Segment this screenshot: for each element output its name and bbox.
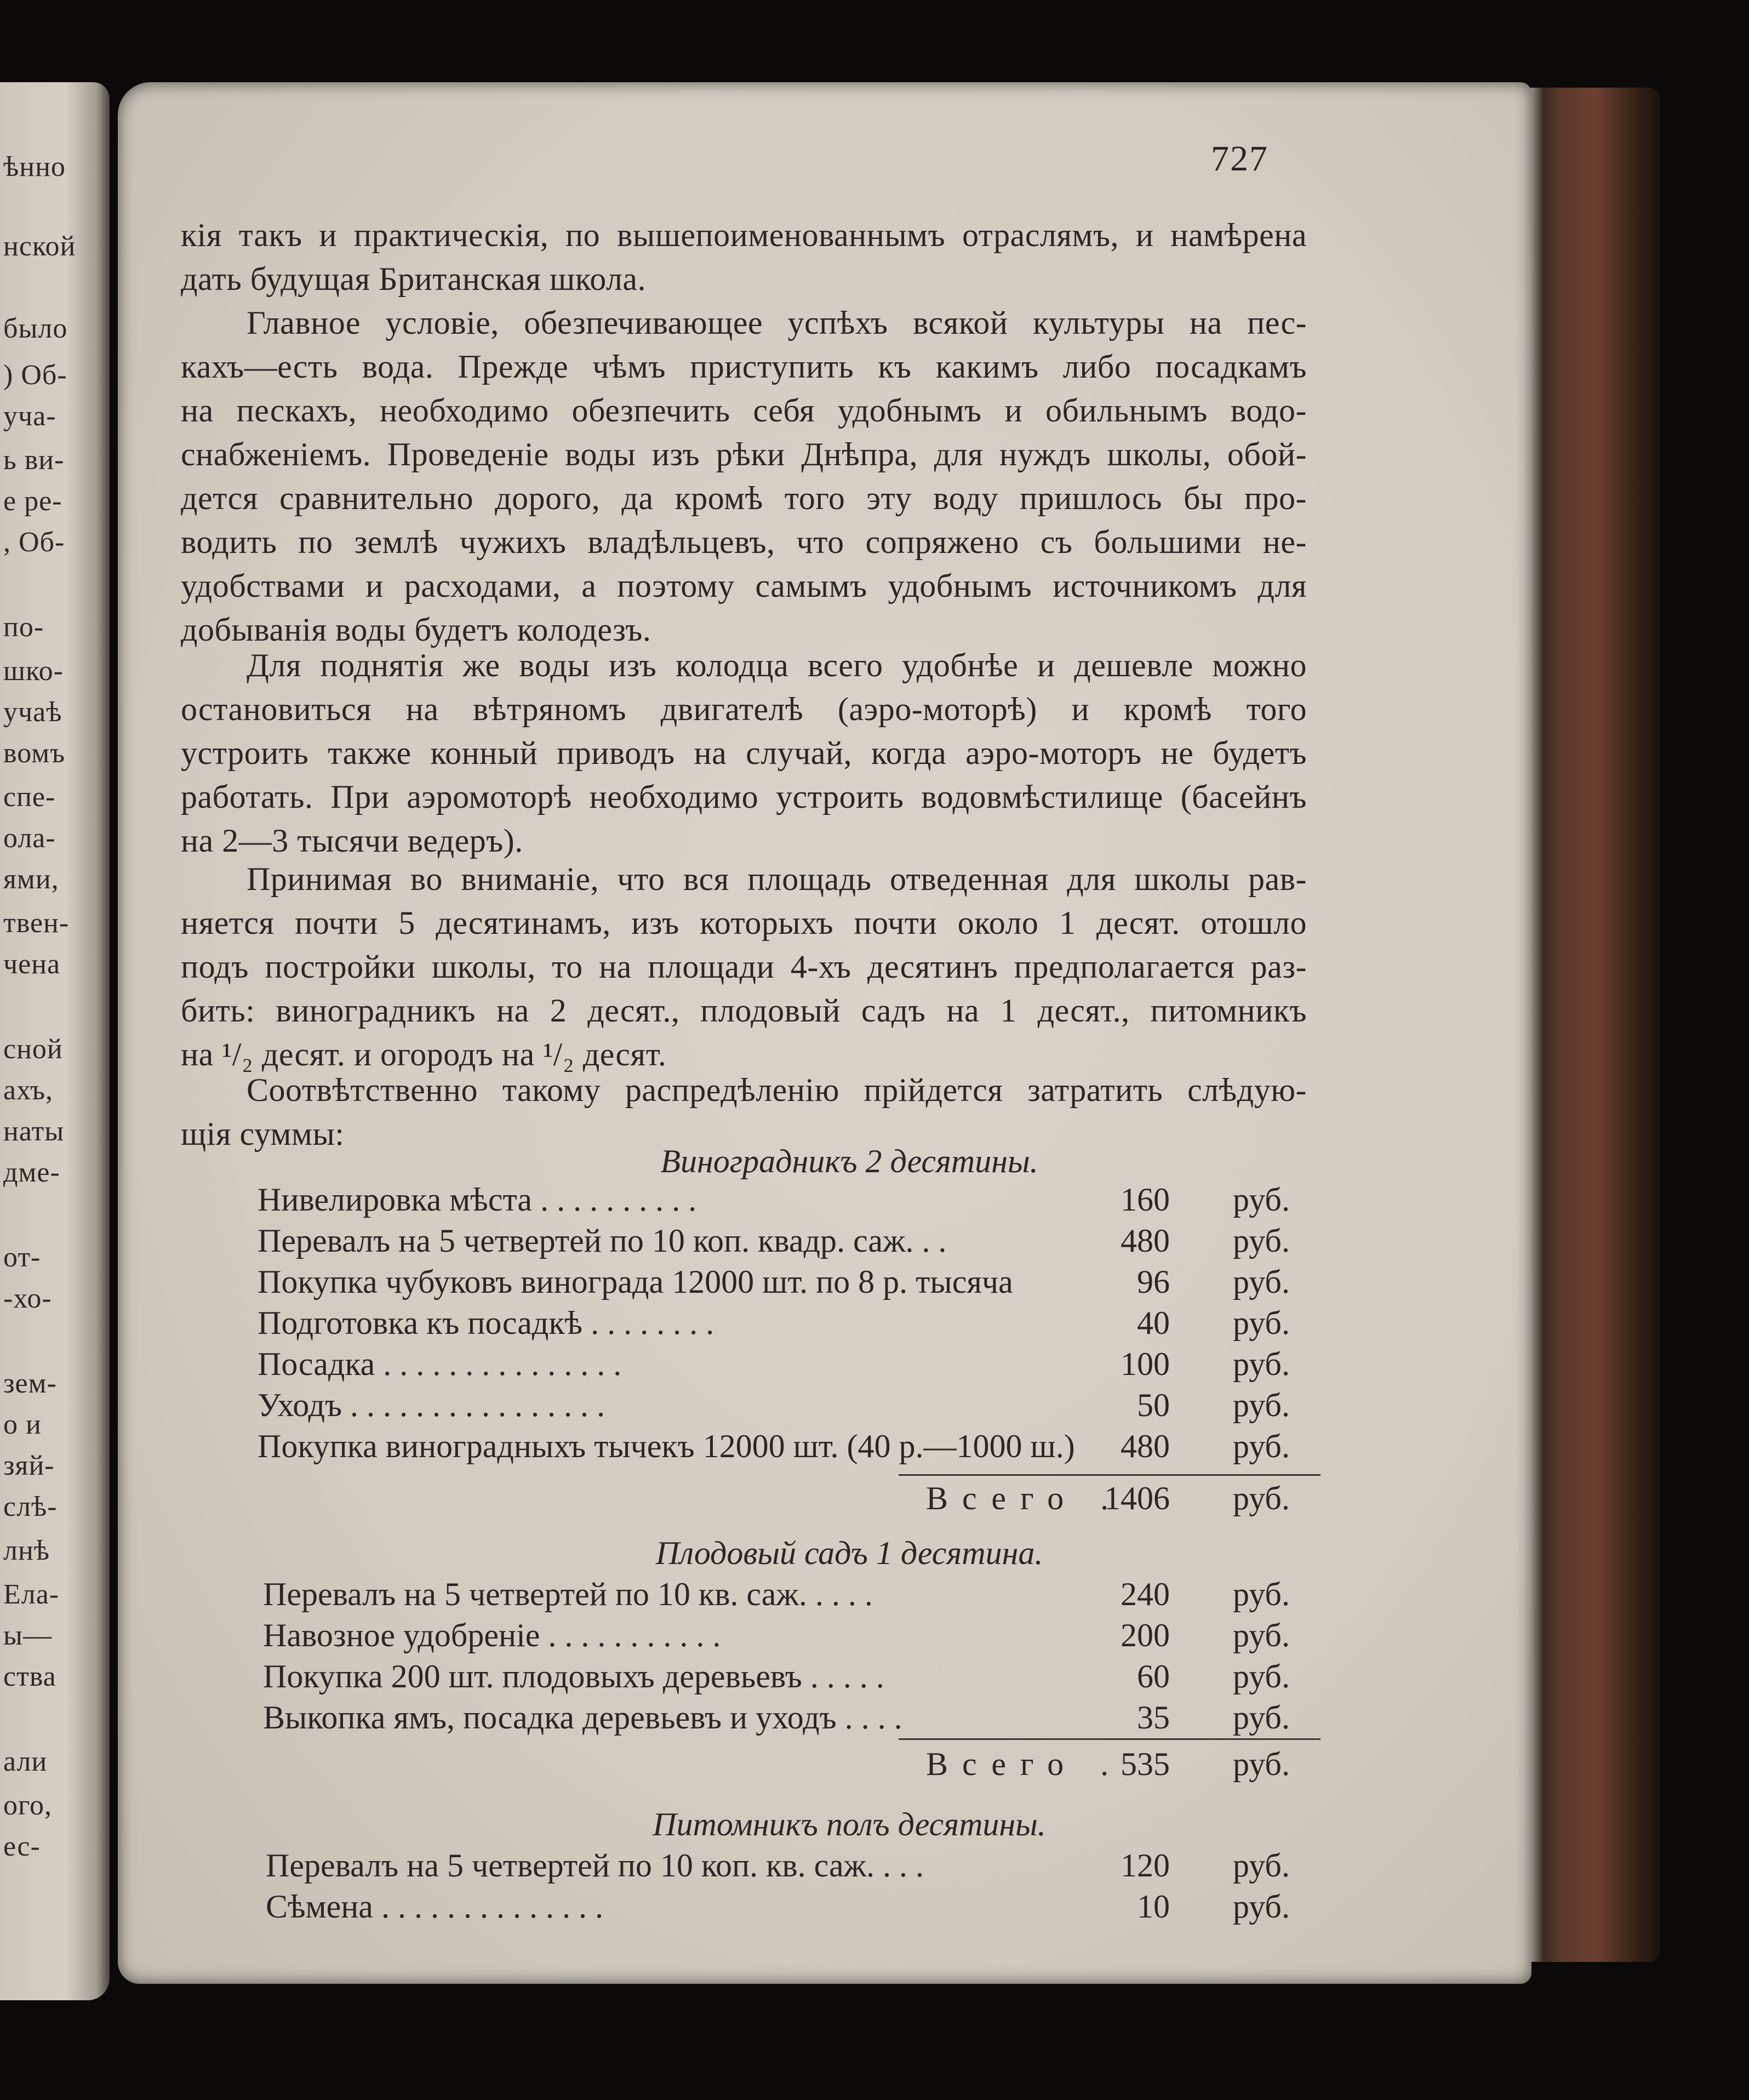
currency-unit: руб. [1233,1346,1290,1382]
currency-unit: руб. [1233,1888,1290,1925]
left-page-fragment: ства [3,1661,56,1692]
left-page-fragment: по- [3,612,44,643]
expense-amount: 60 [1137,1658,1170,1694]
expense-label: Посадка . . . . . . . . . . . . . . . [258,1346,622,1382]
currency-unit: руб. [1233,1699,1290,1736]
expense-row [258,1304,1315,1344]
expense-amount: 160 [1121,1182,1170,1218]
expense-label: Уходъ . . . . . . . . . . . . . . . . [258,1387,605,1423]
text-line: на пескахъ, необходимо обезпечить себя удобнымъ и обильнымъ водо- [181,392,1307,429]
section-heading: Плодовый садъ 1 десятина. [655,1535,1043,1571]
currency-unit: руб. [1233,1223,1290,1259]
left-page-fragment: Ела- [3,1579,60,1610]
total-label: Всего . [926,1480,1123,1516]
text-line: водить по землѣ чужихъ владѣльцевъ, что сопряжено съ большими не- [181,524,1307,560]
left-page-fragment: ѣнно [3,151,66,182]
left-page-fragment: спе- [3,781,56,813]
text-line: подъ постройки школы, то на площади 4-хъ десятинъ предполагается раз- [181,949,1307,985]
expense-row [266,1888,1315,1927]
left-page-fragment: о и [3,1409,42,1440]
left-page-fragment: нской [3,231,76,262]
left-page-fragment: было [3,313,68,344]
currency-unit: руб. [1233,1480,1290,1516]
currency-unit: руб. [1233,1387,1290,1423]
expense-label: Подготовка къ посадкѣ . . . . . . . . [258,1305,715,1341]
expense-row [258,1345,1315,1385]
total-rule [899,1738,1321,1740]
expense-amount: 10 [1137,1888,1170,1925]
text-line: щія суммы: [181,1116,345,1152]
expense-label: Перевалъ на 5 четвертей по 10 коп. кв. саж. . . . [266,1847,924,1884]
left-page-fragment: вомъ [3,738,66,769]
expense-row [263,1576,1315,1615]
left-page-fragment: ь ви- [3,444,65,476]
text-line: бить: виноградникъ на 2 десят., плодовый садъ на 1 десят., питомникъ [181,992,1307,1029]
left-page-fragment: шко- [3,655,64,687]
text-line: устроить также конный приводъ на случай, когда аэро-моторъ не будетъ [181,735,1307,771]
left-page-fragment: от- [3,1242,41,1273]
text-line: добыванія воды будетъ колодезъ. [181,612,651,648]
left-page-fragment: учаѣ [3,697,62,728]
text-line: кія такъ и практическія, по вышепоименованнымъ отраслямъ, и намѣрена [181,217,1307,253]
left-page-fragment: дме- [3,1157,60,1188]
expense-row [258,1386,1315,1426]
left-page-fragment: ы— [3,1620,52,1651]
left-page-fragment: ес- [3,1831,41,1862]
left-page-fragment: сной [3,1034,63,1065]
left-page-fragment: наты [3,1116,65,1147]
left-page-fragment: зяй- [3,1450,55,1481]
expense-label: Покупка чубуковъ винограда 12000 шт. по 8 р. тысяча [258,1264,1013,1300]
left-page-fragment: , Об- [3,527,65,558]
section-heading: Питомникъ полъ десятины. [653,1806,1046,1842]
text-line: Для поднятія же воды изъ колодца всего удобнѣе и дешевле можно [247,647,1307,683]
left-page-fragment: ахъ, [3,1075,53,1106]
currency-unit: руб. [1233,1576,1290,1612]
currency-unit: руб. [1233,1428,1290,1464]
text-line: на ¹/₂ десят. и огородъ на ¹/₂ десят. [181,1036,667,1072]
left-page-fragment: слѣ- [3,1491,58,1522]
text-line: Принимая во вниманіе, что вся площадь отведенная для школы рав- [247,861,1307,897]
expense-amount: 50 [1137,1387,1170,1423]
total-amount: 1406 [1104,1480,1170,1516]
text-line: дется сравнительно дорого, да кромѣ того эту воду пришлось бы про- [181,480,1307,516]
left-page-fragment: зем- [3,1368,57,1399]
currency-unit: руб. [1233,1746,1290,1782]
text-line: кахъ—есть вода. Прежде чѣмъ приступить къ какимъ либо посадкамъ [181,349,1307,385]
expense-amount: 40 [1137,1305,1170,1341]
currency-unit: руб. [1233,1617,1290,1653]
expense-amount: 35 [1137,1699,1170,1736]
expense-amount: 240 [1121,1576,1170,1612]
text-line: Соотвѣтственно такому распредѣленію прійдется затратить слѣдую- [247,1072,1307,1108]
expense-row [263,1617,1315,1656]
text-line: Главное условіе, обезпечивающее успѣхъ всякой культуры на пес- [247,305,1307,341]
left-page-fragment: лнѣ [3,1535,50,1566]
expense-label: Покупка 200 шт. плодовыхъ деревьевъ . . . . . [263,1658,884,1694]
expense-label: Нивелировка мѣста . . . . . . . . . . [258,1182,697,1218]
currency-unit: руб. [1233,1264,1290,1300]
text-line: работать. При аэромоторѣ необходимо устроить водовмѣстилище (басейнъ [181,779,1307,815]
expense-amount: 96 [1137,1264,1170,1300]
expense-row [266,1847,1315,1886]
expense-amount: 200 [1121,1617,1170,1653]
text-line: удобствами и расходами, а поэтому самымъ удобнымъ источникомъ для [181,568,1307,604]
currency-unit: руб. [1233,1305,1290,1341]
left-page-fragment: е ре- [3,486,62,517]
left-page-fragment: чена [3,949,61,980]
text-line: на 2—3 тысячи ведеръ). [181,823,523,859]
total-label: Всего . [926,1746,1123,1782]
text-line: остановиться на вѣтряномъ двигателѣ (аэро-моторѣ) и кромѣ того [181,691,1307,727]
left-page-fragment: ого, [3,1790,53,1821]
expense-row [258,1222,1315,1262]
expense-label: Перевалъ на 5 четвертей по 10 кв. саж. . . . . [263,1576,873,1612]
left-page-fragment: -хо- [3,1283,52,1314]
expense-row [263,1658,1315,1697]
total-row [926,1745,1315,1785]
currency-unit: руб. [1233,1182,1290,1218]
text-line: снабженіемъ. Проведеніе воды изъ рѣки Днѣпра, для нуждъ школы, обой- [181,436,1307,472]
text-line: няется почти 5 десятинамъ, изъ которыхъ почти около 1 десят. отошло [181,905,1307,941]
total-rule [899,1474,1321,1476]
page-number: 727 [1211,139,1268,179]
left-page-fragment: ) Об- [3,359,67,391]
currency-unit: руб. [1233,1847,1290,1884]
total-row [926,1480,1315,1519]
total-amount: 535 [1121,1746,1170,1782]
section-heading: Виноградникъ 2 десятины. [660,1143,1038,1179]
expense-row [263,1699,1315,1738]
currency-unit: руб. [1233,1658,1290,1694]
left-page-fragment: ола- [3,823,56,854]
expense-amount: 100 [1121,1346,1170,1382]
expense-amount: 120 [1121,1847,1170,1884]
expense-amount: 480 [1121,1428,1170,1464]
left-page-fragment: али [3,1746,48,1777]
text-line: дать будущая Британская школа. [181,261,647,297]
expense-label: Перевалъ на 5 четвертей по 10 коп. квадр. саж. . . [258,1223,947,1259]
left-page-fragment: ями, [3,864,59,895]
expense-label: Покупка виноградныхъ тычекъ 12000 шт. (40 р.—1000 ш.) [258,1428,1075,1464]
left-page-fragment: уча- [3,401,56,432]
expense-label: Выкопка ямъ, посадка деревьевъ и уходъ . . . . [263,1699,902,1736]
expense-amount: 480 [1121,1223,1170,1259]
expense-row [258,1428,1315,1467]
left-page-fragment: твен- [3,908,70,939]
expense-row [258,1263,1315,1303]
expense-label: Сѣмена . . . . . . . . . . . . . . [266,1888,603,1925]
expense-row [258,1181,1315,1220]
expense-label: Навозное удобреніе . . . . . . . . . . . [263,1617,721,1653]
